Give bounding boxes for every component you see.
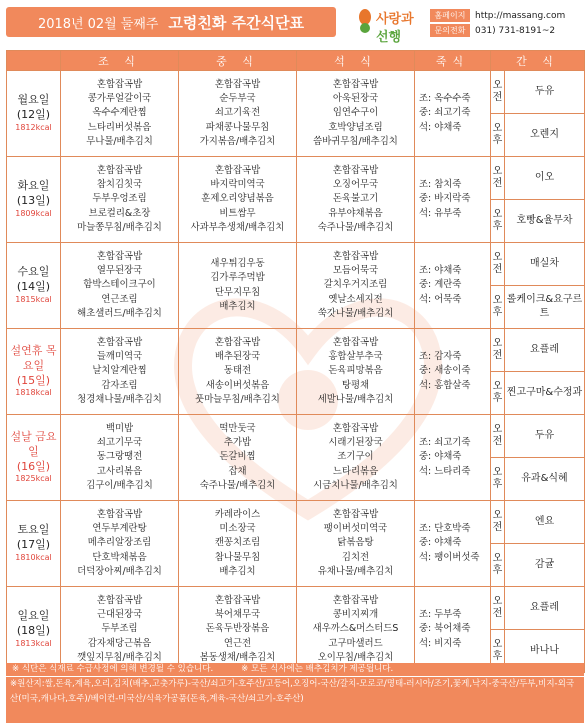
day-col-header	[7, 51, 61, 71]
menu-item: 모듬어묵국	[332, 265, 379, 277]
menu-item: 혼합잡곡밥	[332, 595, 379, 607]
porridge-item: 조: 감자죽	[419, 351, 462, 363]
menu-item: 동태전	[223, 365, 252, 377]
menu-item: 참나물무침	[214, 551, 261, 563]
day-label	[7, 329, 61, 415]
porridge-item: 석: 유부죽	[419, 207, 462, 219]
dinner-cell	[297, 157, 415, 243]
header-week: 둘째주	[120, 16, 159, 32]
menu-item: 돈육불고기	[332, 193, 379, 205]
menu-item: 혼합잡곡밥	[332, 423, 379, 435]
day-row	[7, 501, 585, 544]
breakfast-cell	[61, 587, 179, 673]
porridge-item: 중: 야채죽	[419, 451, 462, 463]
porridge-item: 석: 홍합살죽	[419, 379, 471, 391]
menu-item: 두부우엉조림	[92, 193, 147, 205]
menu-item: 오징어무국	[332, 179, 379, 191]
menu-item: 임연수구이	[332, 107, 379, 119]
breakfast-cell	[61, 415, 179, 501]
menu-item: 동그랑땡전	[96, 451, 143, 463]
breakfast-cell	[61, 157, 179, 243]
menu-item: 혼합잡곡밥	[332, 79, 379, 91]
menu-item: 느타리볶음	[332, 465, 379, 477]
menu-item: 해초샐러드/배추김치	[77, 307, 162, 319]
pm-snack: 바나나	[505, 630, 585, 673]
menu-item: 새우튀김우동	[210, 258, 265, 270]
porridge-item: 석: 어묵죽	[419, 293, 462, 305]
day-date: (16일)	[16, 459, 51, 473]
menu-item: 숙주나물/배추김치	[317, 221, 394, 233]
lunch-cell	[179, 415, 297, 501]
menu-item: 고구마샐러드	[328, 637, 383, 649]
day-label	[7, 415, 61, 501]
menu-item: 혼합잡곡밥	[214, 165, 261, 177]
porridge-cell	[415, 587, 491, 673]
porridge-cell	[415, 415, 491, 501]
footer-notes	[6, 663, 584, 676]
menu-item: 김치전	[341, 551, 370, 563]
menu-item: 유채나물/배추김치	[317, 565, 394, 577]
menu-item: 카레라이스	[214, 509, 261, 521]
porridge-cell	[415, 157, 491, 243]
am-label: 오 전	[491, 415, 505, 458]
menu-item: 돈육피망볶음	[328, 365, 383, 377]
porridge-item: 중: 바지락죽	[419, 193, 471, 205]
pm-snack: 오렌지	[505, 114, 585, 157]
pm-snack: 유과&식혜	[505, 458, 585, 501]
day-name: 일요일	[17, 609, 50, 623]
menu-item: 콩비지찌개	[332, 609, 379, 621]
menu-item: 김가루주먹밥	[210, 272, 265, 284]
menu-item: 무나물/배추김치	[86, 135, 153, 147]
menu-table	[6, 50, 585, 673]
day-kcal: 1825kcal	[15, 474, 52, 484]
menu-item: 팽이버섯미역국	[323, 523, 388, 535]
menu-item: 깻잎지무침/배추김치	[77, 651, 162, 663]
menu-item: 날치알계란찜	[92, 365, 147, 377]
menu-item: 감자채당근볶음	[87, 637, 152, 649]
day-date: (15일)	[16, 373, 51, 387]
am-snack: 매실차	[505, 243, 585, 286]
menu-item: 메추리알장조림	[87, 537, 152, 549]
lunch-col-header: 중 식	[179, 51, 297, 71]
breakfast-cell	[61, 243, 179, 329]
dinner-cell	[297, 71, 415, 157]
day-name: 화요일	[17, 179, 50, 193]
porridge-cell	[415, 243, 491, 329]
porridge-item: 중: 새송이죽	[419, 365, 471, 377]
menu-item: 더덕장아찌/배추김치	[77, 565, 162, 577]
menu-item: 아욱된장국	[332, 93, 379, 105]
dinner-col-header: 석 식	[297, 51, 415, 71]
header-year: 2018년	[37, 16, 84, 32]
menu-item: 브로컬리&초장	[88, 207, 151, 219]
porridge-cell	[415, 71, 491, 157]
menu-item: 옥수수계란찜	[92, 107, 147, 119]
menu-item: 연두부계란탕	[92, 523, 147, 535]
menu-item: 호박양념조림	[328, 121, 383, 133]
menu-item: 훈제오리양념볶음	[201, 193, 274, 205]
pm-snack: 감귤	[505, 544, 585, 587]
menu-item: 새송이버섯볶음	[205, 379, 270, 391]
pm-label: 오 후	[491, 544, 505, 587]
day-kcal: 1810kcal	[15, 552, 52, 562]
menu-item: 마늘쫑무침/배추김치	[77, 221, 162, 233]
pm-label: 오 후	[491, 114, 505, 157]
porridge-item: 중: 북어채죽	[419, 623, 471, 635]
porridge-cell	[415, 329, 491, 415]
menu-item: 혼합잡곡밥	[96, 509, 143, 521]
am-label: 오 전	[491, 329, 505, 372]
day-row	[7, 415, 585, 458]
menu-item: 쇠고기육전	[214, 107, 261, 119]
menu-item: 배추된장국	[214, 351, 261, 363]
day-kcal: 1809kcal	[15, 208, 52, 218]
menu-item: 함박스테이크구이	[83, 279, 156, 291]
am-snack: 엔요	[505, 501, 585, 544]
porridge-item: 조: 야채죽	[419, 265, 462, 277]
menu-item: 파채콩나물무침	[205, 121, 270, 133]
menu-item: 고사리볶음	[96, 465, 143, 477]
menu-item: 혼합잡곡밥	[96, 79, 143, 91]
lunch-cell	[179, 329, 297, 415]
day-row	[7, 587, 585, 630]
am-snack: 요플레	[505, 329, 585, 372]
menu-item: 떡만둣국	[219, 423, 256, 435]
menu-item: 잡채	[228, 465, 247, 477]
footer-note-kimchi: ※ 모든 식사에는 배추김치가 제공됩니다.	[241, 664, 394, 674]
pm-label: 오 후	[491, 458, 505, 501]
porridge-cell	[415, 501, 491, 587]
header-month: 02월	[87, 16, 117, 32]
pm-snack: 찐고구마&수정과	[505, 372, 585, 415]
menu-item: 단호박채볶음	[92, 551, 147, 563]
menu-item: 혼합잡곡밥	[96, 595, 143, 607]
snack-col-header: 간 식	[491, 51, 585, 71]
menu-item: 세발나물/배추김치	[317, 393, 394, 405]
menu-item: 유부야채볶음	[328, 207, 383, 219]
pm-snack: 롤케이크&요구르트	[505, 286, 585, 329]
day-label	[7, 243, 61, 329]
brand-line1: 사랑과	[376, 12, 414, 27]
day-kcal: 1818kcal	[15, 388, 52, 398]
menu-item: 닭볶음탕	[337, 537, 374, 549]
menu-item: 배추김치	[219, 565, 256, 577]
porridge-item: 석: 팽이버섯죽	[419, 551, 480, 563]
menu-item: 청경채나물/배추김치	[77, 393, 162, 405]
lunch-cell	[179, 157, 297, 243]
day-date: (17일)	[16, 538, 51, 552]
menu-item: 캔꽁치조림	[214, 537, 261, 549]
menu-item: 김구이/배추김치	[86, 479, 153, 491]
menu-item: 감자조림	[101, 379, 138, 391]
porridge-item: 석: 느타리죽	[419, 465, 471, 477]
am-label: 오 전	[491, 71, 505, 114]
day-row	[7, 329, 585, 372]
table-header-row	[7, 51, 585, 71]
menu-item: 사과부추생채/배추김치	[190, 221, 285, 233]
porridge-item: 석: 야채죽	[419, 121, 462, 133]
menu-item: 혼합잡곡밥	[332, 509, 379, 521]
menu-item: 느타리버섯볶음	[87, 121, 152, 133]
menu-item: 옛날소세지전	[328, 293, 383, 305]
pm-label: 오 후	[491, 286, 505, 329]
title-banner	[6, 7, 336, 37]
menu-item: 미소장국	[219, 523, 256, 535]
day-kcal: 1812kcal	[15, 122, 52, 132]
page-title: 고령친화 주간식단표	[168, 13, 305, 32]
breakfast-cell	[61, 71, 179, 157]
menu-item: 조기구이	[337, 451, 374, 463]
menu-item: 홍합살부추국	[328, 351, 383, 363]
dinner-cell	[297, 415, 415, 501]
lunch-cell	[179, 501, 297, 587]
lunch-cell	[179, 71, 297, 157]
porridge-col-header: 죽식	[415, 51, 491, 71]
porridge-item: 석: 비지죽	[419, 637, 462, 649]
dinner-cell	[297, 587, 415, 673]
menu-item: 혼합잡곡밥	[96, 165, 143, 177]
menu-item: 혼합잡곡밥	[332, 251, 379, 263]
day-label	[7, 157, 61, 243]
menu-item: 혼합잡곡밥	[332, 337, 379, 349]
breakfast-cell	[61, 329, 179, 415]
menu-item: 혼합잡곡밥	[214, 595, 261, 607]
pm-snack: 호빵&율무차	[505, 200, 585, 243]
day-kcal: 1813kcal	[15, 638, 52, 648]
pm-label: 오 후	[491, 630, 505, 673]
dinner-cell	[297, 329, 415, 415]
menu-item: 추가밥	[223, 437, 252, 449]
menu-item: 쑥갓나물/배추김치	[317, 307, 394, 319]
breakfast-col-header: 조 식	[61, 51, 179, 71]
menu-item: 갈치우거지조림	[323, 279, 388, 291]
menu-item: 참치김칫국	[96, 179, 143, 191]
porridge-item: 중: 계란죽	[419, 279, 462, 291]
menu-item: 봄동생채/배추김치	[199, 651, 276, 663]
day-row	[7, 157, 585, 200]
menu-item: 백미밥	[105, 423, 134, 435]
porridge-item: 조: 쇠고기죽	[419, 437, 471, 449]
brand-logo	[356, 4, 426, 45]
leaf-logo-icon	[356, 8, 374, 34]
footer-origin: ※원산지:쌀,돈육,계육,오리,김치(배추,고춧가루)-국산/쇠고기-호주산/고등어,오징어-국산/갈치-모로코/명태-러시아/조기,꽃게,낙지-중국산/두부,비지-외국산(미국,캐나다,호주)/베이컨-미국산/식육가공품(돈육,계육-국산/쇠고기-호주산)	[6, 677, 584, 723]
day-name: 토요일	[17, 523, 50, 537]
menu-item: 씀바귀무침/배추김치	[313, 135, 398, 147]
menu-item: 혼합잡곡밥	[214, 79, 261, 91]
menu-item: 북어채무국	[214, 609, 261, 621]
am-snack: 두유	[505, 71, 585, 114]
day-label	[7, 71, 61, 157]
day-name: 수요일	[17, 265, 50, 279]
menu-item: 돈갈비찜	[219, 451, 256, 463]
day-label	[7, 587, 61, 673]
porridge-item: 조: 옥수수죽	[419, 93, 471, 105]
homepage-label: 홈페이지	[430, 9, 470, 22]
day-label	[7, 501, 61, 587]
menu-item: 근대된장국	[96, 609, 143, 621]
day-kcal: 1815kcal	[15, 294, 52, 304]
porridge-item: 조: 두부죽	[419, 609, 462, 621]
menu-item: 두부조림	[101, 623, 138, 635]
menu-item: 혼합잡곡밥	[96, 251, 143, 263]
contact-info	[430, 8, 586, 38]
porridge-item: 중: 야채죽	[419, 537, 462, 549]
homepage-link[interactable]: http://massang.com	[475, 10, 566, 21]
menu-item: 열무된장국	[96, 265, 143, 277]
menu-item: 숙주나물/배추김치	[199, 479, 276, 491]
day-row	[7, 243, 585, 286]
menu-item: 비트쌈무	[219, 207, 256, 219]
day-name: 월요일	[17, 93, 50, 107]
am-label: 오 전	[491, 157, 505, 200]
am-label: 오 전	[491, 587, 505, 630]
am-snack: 요플레	[505, 587, 585, 630]
menu-item: 풋마늘무침/배추김치	[195, 393, 280, 405]
menu-item: 가지볶음/배추김치	[199, 135, 276, 147]
am-snack: 두유	[505, 415, 585, 458]
lunch-cell	[179, 243, 297, 329]
menu-item: 연근조림	[101, 293, 138, 305]
menu-item: 바지락미역국	[210, 179, 265, 191]
footer-note-change: ※ 식단은 식재료 수급사정에 의해 변경될 수 있습니다.	[12, 664, 214, 674]
menu-item: 오이무침/배추김치	[317, 651, 394, 663]
day-name: 설날 금요일	[10, 429, 57, 458]
am-label: 오 전	[491, 501, 505, 544]
day-date: (12일)	[16, 108, 51, 122]
menu-item: 콩가루얼갈이국	[87, 93, 152, 105]
day-row	[7, 71, 585, 114]
menu-item: 돈육두반장볶음	[205, 623, 270, 635]
pm-label: 오 후	[491, 200, 505, 243]
header	[0, 0, 588, 44]
menu-item: 혼합잡곡밥	[96, 337, 143, 349]
am-label: 오 전	[491, 243, 505, 286]
porridge-item: 조: 참치죽	[419, 179, 462, 191]
menu-item: 단무지무침	[214, 286, 261, 298]
menu-item: 혼합잡곡밥	[332, 165, 379, 177]
breakfast-cell	[61, 501, 179, 587]
pm-label: 오 후	[491, 372, 505, 415]
day-date: (14일)	[16, 280, 51, 294]
phone-number: 031) 731-8191~2	[475, 25, 556, 36]
day-date: (18일)	[16, 624, 51, 638]
menu-item: 쇠고기무국	[96, 437, 143, 449]
dinner-cell	[297, 243, 415, 329]
menu-item: 배추김치	[219, 300, 256, 312]
day-date: (13일)	[16, 194, 51, 208]
porridge-item: 조: 단호박죽	[419, 523, 471, 535]
brand-line2: 선행	[376, 30, 402, 45]
am-snack: 이오	[505, 157, 585, 200]
dinner-cell	[297, 501, 415, 587]
menu-item: 시래기된장국	[328, 437, 383, 449]
menu-item: 들깨미역국	[96, 351, 143, 363]
menu-item: 순두부국	[219, 93, 256, 105]
day-name: 설연휴 목요일	[10, 343, 57, 372]
menu-item: 탕평채	[341, 379, 370, 391]
menu-item: 연근전	[223, 637, 252, 649]
menu-item: 시금치나물/배추김치	[313, 479, 398, 491]
phone-label: 문의전화	[430, 24, 470, 37]
menu-item: 새우까스&머스터드S	[312, 623, 399, 635]
lunch-cell	[179, 587, 297, 673]
porridge-item: 중: 쇠고기죽	[419, 107, 471, 119]
menu-item: 혼합잡곡밥	[214, 337, 261, 349]
